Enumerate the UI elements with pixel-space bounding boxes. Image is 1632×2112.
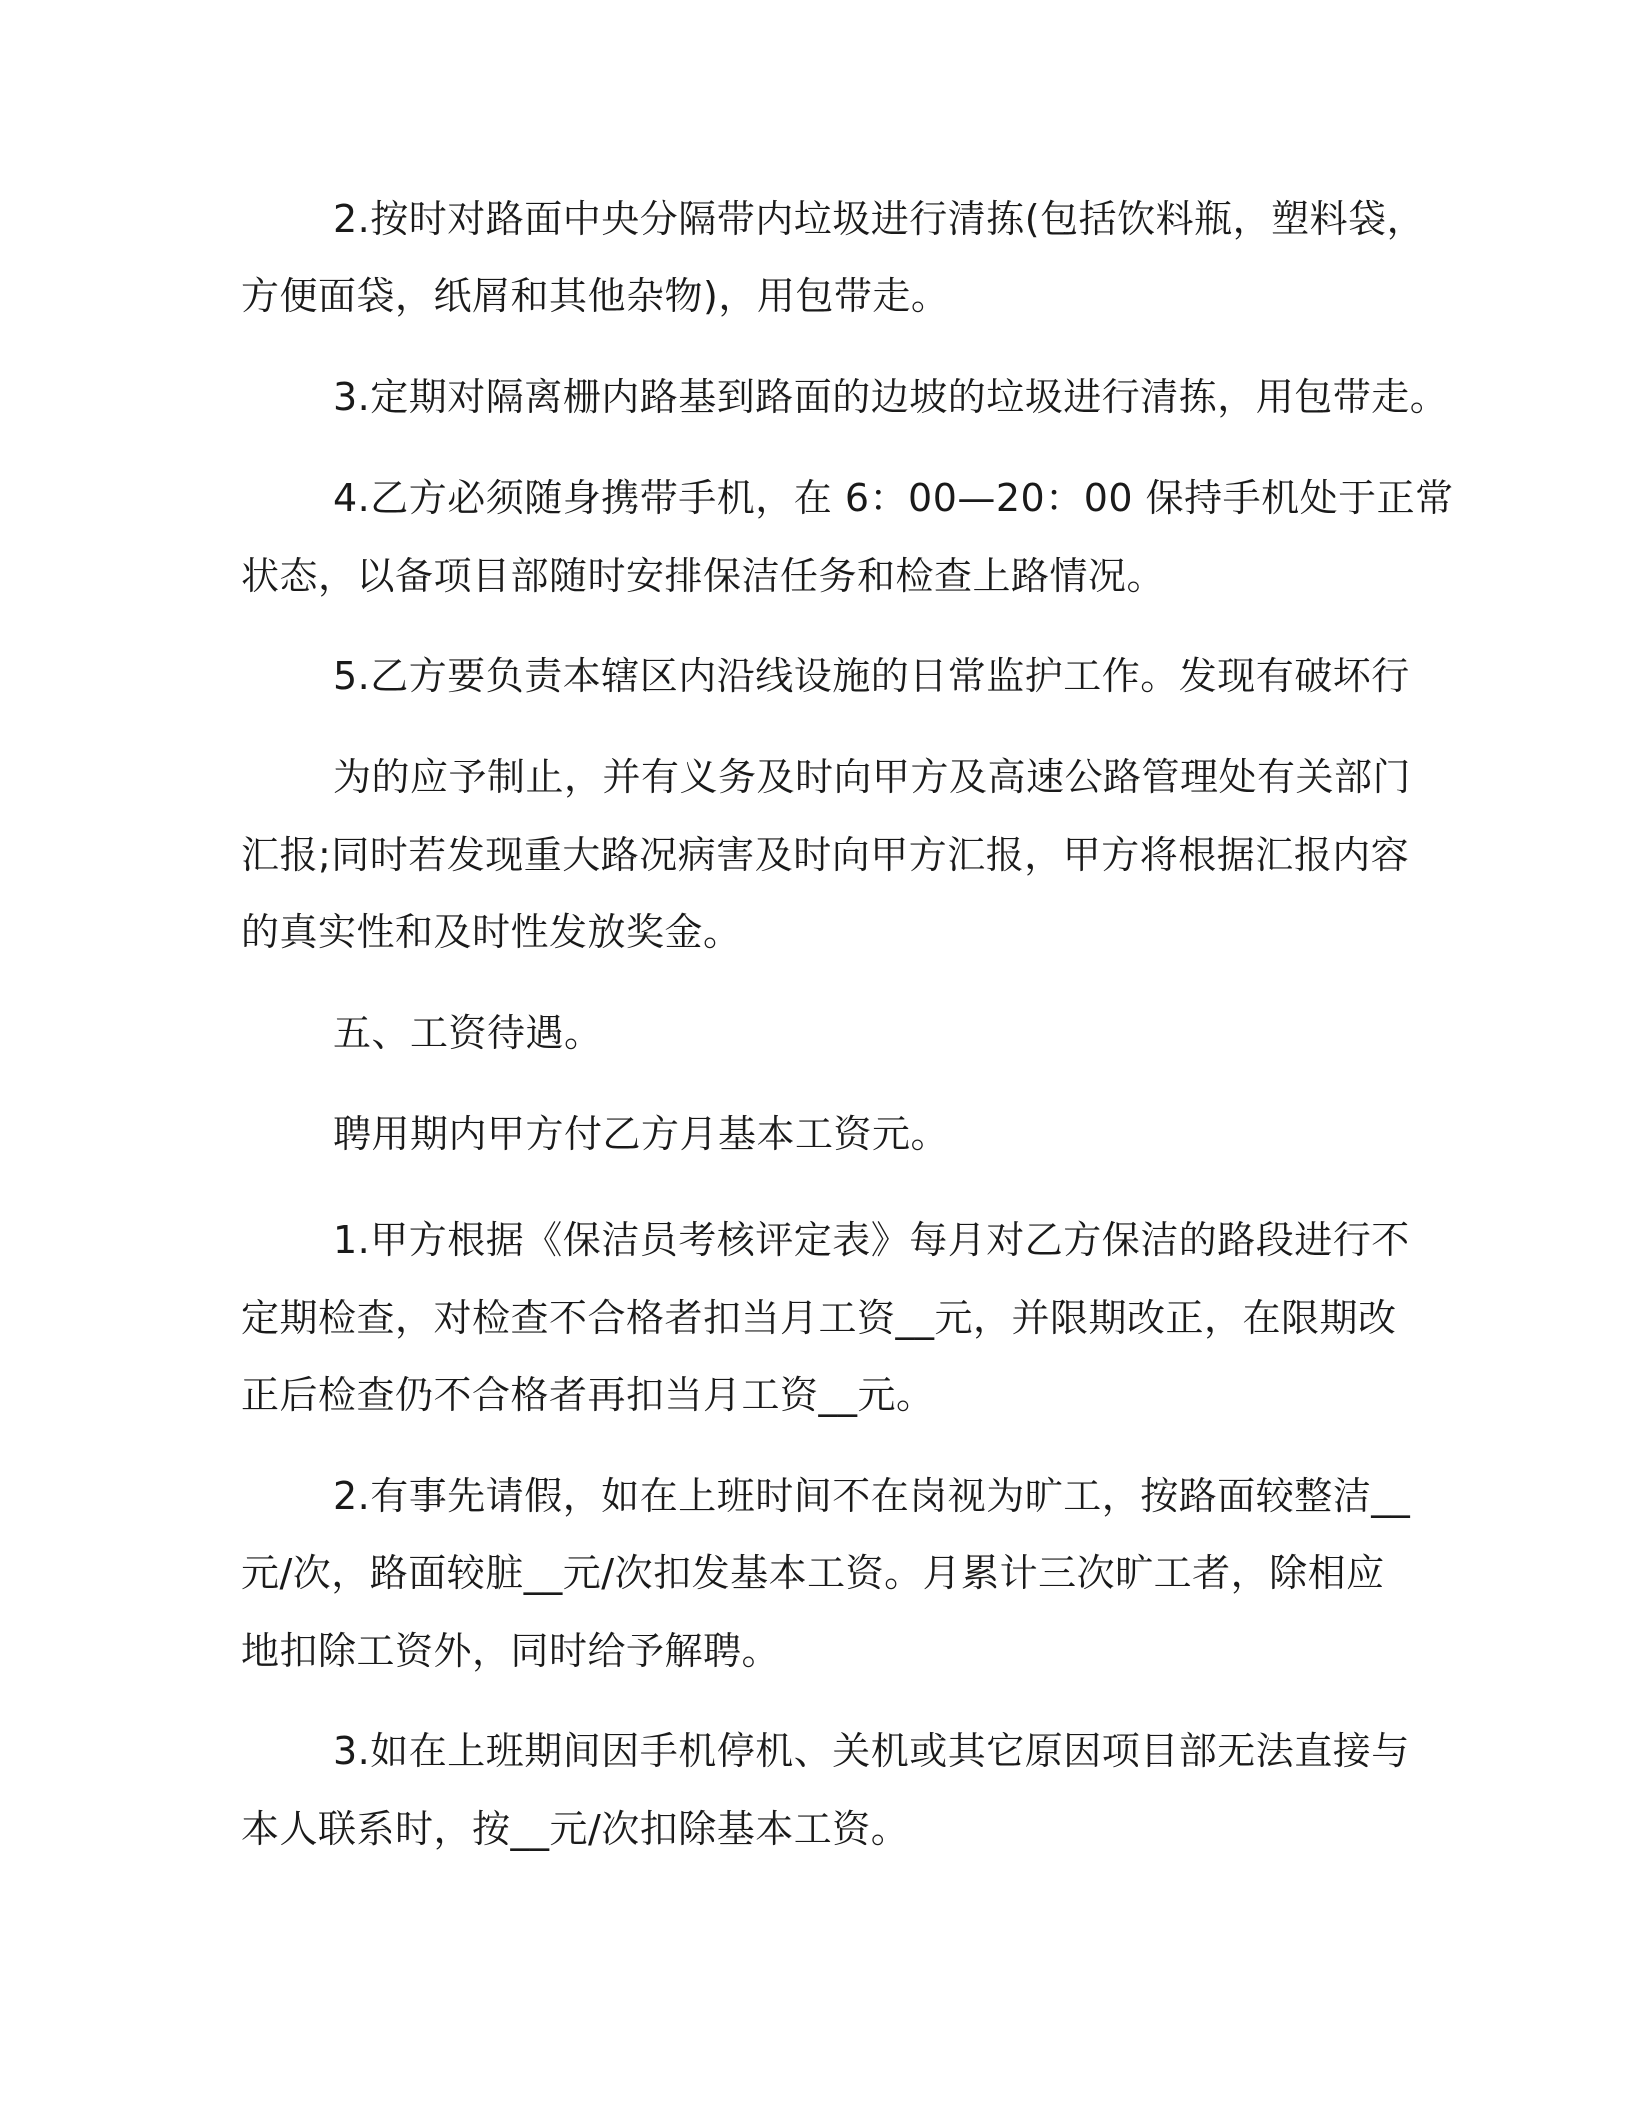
wage-item-3-line-2: 本人联系时，按__元/次扣除基本工资。 (241, 1807, 910, 1851)
paragraph-5b-line-1: 为的应予制止，并有义务及时向甲方及高速公路管理处有关部门 (333, 755, 1412, 799)
wage-item-2-line-1: 2.有事先请假，如在上班时间不在岗视为旷工，按路面较整洁__ (333, 1474, 1411, 1518)
wage-item-1-line-1: 1.甲方根据《保洁员考核评定表》每月对乙方保洁的路段进行不 (333, 1218, 1410, 1262)
wage-item-2-line-3: 地扣除工资外，同时给予解聘。 (241, 1629, 781, 1673)
wage-item-2-line-2: 元/次，路面较脏__元/次扣发基本工资。月累计三次旷工者，除相应 (241, 1551, 1385, 1595)
paragraph-5b-line-2: 汇报;同时若发现重大路况病害及时向甲方汇报，甲方将根据汇报内容 (241, 833, 1410, 877)
paragraph-4-line-1: 4.乙方必须随身携带手机，在 6：00—20：00 保持手机处于正常 (333, 476, 1454, 520)
paragraph-5-line-1: 5.乙方要负责本辖区内沿线设施的日常监护工作。发现有破坏行 (333, 654, 1410, 698)
paragraph-2-line-1: 2.按时对路面中央分隔带内垃圾进行清拣(包括饮料瓶，塑料袋， (333, 197, 1426, 241)
wage-item-1-line-3: 正后检查仍不合格者再扣当月工资__元。 (241, 1373, 935, 1417)
salary-statement: 聘用期内甲方付乙方月基本工资元。 (333, 1112, 950, 1156)
wage-item-3-line-1: 3.如在上班期间因手机停机、关机或其它原因项目部无法直接与 (333, 1729, 1410, 1773)
wage-item-1-line-2: 定期检查，对检查不合格者扣当月工资__元，并限期改正，在限期改 (241, 1296, 1397, 1340)
paragraph-3-line-1: 3.定期对隔离栅内路基到路面的边坡的垃圾进行清拣，用包带走。 (333, 375, 1449, 419)
paragraph-5b-line-3: 的真实性和及时性发放奖金。 (241, 910, 742, 954)
paragraph-2-line-2: 方便面袋，纸屑和其他杂物)，用包带走。 (241, 274, 950, 318)
section-heading-wages: 五、工资待遇。 (333, 1011, 603, 1055)
paragraph-4-line-2: 状态，以备项目部随时安排保洁任务和检查上路情况。 (241, 554, 1166, 598)
